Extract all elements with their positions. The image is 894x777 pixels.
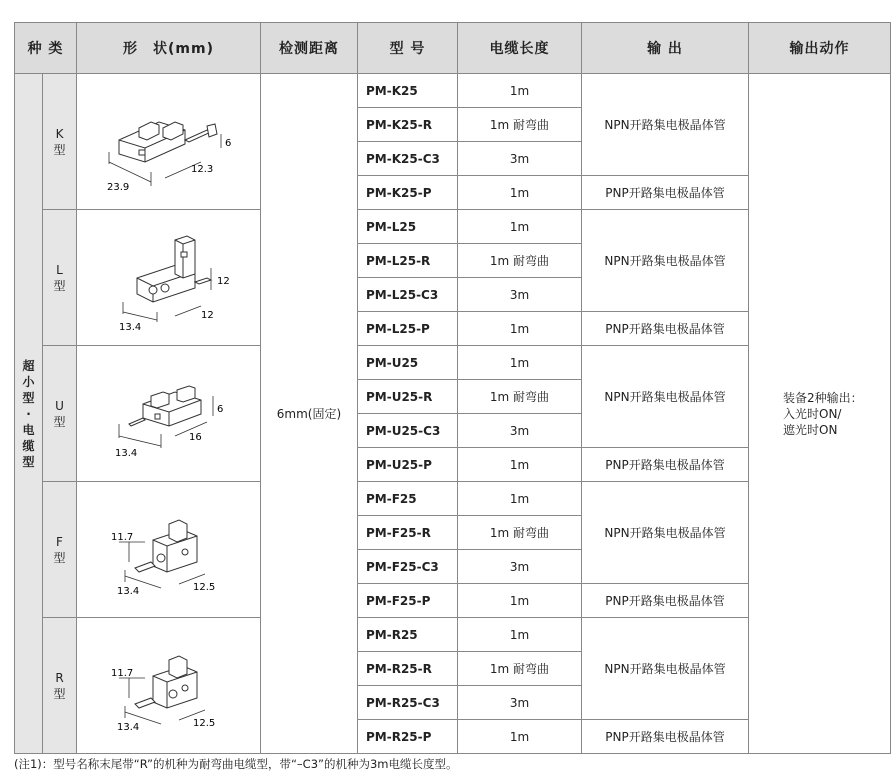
cable-cell: 1m [458, 618, 582, 652]
model-cell: PM-F25-R [358, 516, 458, 550]
type-letter: L [56, 262, 63, 277]
cable-cell: 3m [458, 278, 582, 312]
type-suffix: 型 [53, 278, 66, 293]
category-char: 缆 [22, 438, 35, 453]
model-cell: PM-K25-C3 [358, 142, 458, 176]
action-line: 遮光时ON [783, 422, 838, 437]
header-output: 输 出 [582, 23, 749, 74]
k-type-outline-drawing [89, 82, 249, 202]
cable-cell: 3m [458, 550, 582, 584]
header-kind: 种 类 [15, 23, 77, 74]
model-cell: PM-U25-R [358, 380, 458, 414]
output-npn-cell: NPN开路集电极晶体管 [582, 482, 749, 584]
category-char: 电 [22, 422, 35, 437]
model-cell: PM-F25-P [358, 584, 458, 618]
cable-cell: 1m [458, 482, 582, 516]
action-line: 装备2种输出： [783, 390, 863, 405]
model-cell: PM-U25 [358, 346, 458, 380]
cable-cell: 1m [458, 74, 582, 108]
output-pnp-cell: PNP开路集电极晶体管 [582, 312, 749, 346]
dim-width: 13.4 [116, 721, 139, 733]
output-pnp-cell: PNP开路集电极晶体管 [582, 176, 749, 210]
shape-drawing-cell [77, 74, 261, 210]
type-letter: R [55, 670, 64, 685]
l-type-outline-drawing [89, 218, 249, 338]
type-letter: F [56, 534, 63, 549]
table-body [15, 74, 891, 754]
type-cell [43, 482, 77, 618]
shape-drawing-cell [77, 618, 261, 754]
cable-cell: 1m [458, 346, 582, 380]
model-cell: PM-L25-C3 [358, 278, 458, 312]
category-cell [15, 74, 43, 754]
distance-cell: 6mm(固定) [261, 74, 358, 754]
category-char: 型 [22, 454, 35, 469]
dim-depth: 12.5 [192, 581, 215, 593]
output-npn-cell: NPN开路集电极晶体管 [582, 210, 749, 312]
category-char: 型 [22, 390, 35, 405]
model-cell: PM-L25-P [358, 312, 458, 346]
model-cell: PM-F25 [358, 482, 458, 516]
type-suffix: 型 [53, 142, 66, 157]
header-cable: 电缆长度 [458, 23, 582, 74]
model-cell: PM-R25-C3 [358, 686, 458, 720]
dim-height: 11.7 [110, 667, 133, 679]
action-line: 入光时ON/ [783, 406, 842, 421]
type-cell [43, 618, 77, 754]
type-letter: K [55, 126, 64, 141]
output-npn-cell: NPN开路集电极晶体管 [582, 74, 749, 176]
type-cell [43, 210, 77, 346]
model-cell: PM-L25 [358, 210, 458, 244]
dim-depth: 12.3 [190, 163, 213, 175]
header-row [15, 23, 891, 74]
output-npn-cell: NPN开路集电极晶体管 [582, 618, 749, 720]
model-cell: PM-K25 [358, 74, 458, 108]
dim-depth: 12 [200, 309, 214, 321]
u-type-outline-drawing [89, 354, 249, 474]
category-char: · [26, 406, 31, 421]
header-model: 型 号 [358, 23, 458, 74]
f-type-outline-drawing [89, 490, 249, 610]
r-type-outline-drawing [89, 626, 249, 746]
type-cell [43, 74, 77, 210]
cable-cell: 1m [458, 448, 582, 482]
dim-width: 13.4 [118, 321, 141, 333]
type-cell [43, 346, 77, 482]
spec-table [14, 22, 891, 754]
footnote: (注1)：型号名称末尾带“R”的机种为耐弯曲电缆型，带“–C3”的机种为3m电缆长度型。 [14, 757, 458, 771]
table-row [15, 74, 891, 108]
dim-height: 6 [224, 137, 231, 149]
model-cell: PM-R25 [358, 618, 458, 652]
model-cell: PM-R25-R [358, 652, 458, 686]
output-pnp-cell: PNP开路集电极晶体管 [582, 584, 749, 618]
shape-drawing-cell [77, 482, 261, 618]
category-char: 小 [22, 374, 35, 389]
model-cell: PM-U25-P [358, 448, 458, 482]
cable-cell: 1m 耐弯曲 [458, 244, 582, 278]
cable-cell: 1m 耐弯曲 [458, 652, 582, 686]
model-cell: PM-F25-C3 [358, 550, 458, 584]
dim-depth: 16 [188, 431, 202, 443]
shape-drawing-cell [77, 210, 261, 346]
type-suffix: 型 [53, 550, 66, 565]
output-npn-cell: NPN开路集电极晶体管 [582, 346, 749, 448]
shape-drawing-cell [77, 346, 261, 482]
model-cell: PM-U25-C3 [358, 414, 458, 448]
dim-width: 13.4 [116, 585, 139, 597]
category-char: 超 [22, 358, 35, 373]
output-pnp-cell: PNP开路集电极晶体管 [582, 448, 749, 482]
cable-cell: 1m 耐弯曲 [458, 380, 582, 414]
model-cell: PM-R25-P [358, 720, 458, 754]
cable-cell: 1m [458, 312, 582, 346]
dim-height: 12 [216, 275, 230, 287]
header-distance: 检测距离 [261, 23, 358, 74]
cable-cell: 1m [458, 584, 582, 618]
model-cell: PM-K25-P [358, 176, 458, 210]
dim-height: 11.7 [110, 531, 133, 543]
cable-cell: 3m [458, 414, 582, 448]
cable-cell: 1m [458, 720, 582, 754]
cable-cell: 1m 耐弯曲 [458, 108, 582, 142]
header-shape: 形 状(mm) [77, 23, 261, 74]
type-suffix: 型 [53, 686, 66, 701]
output-pnp-cell: PNP开路集电极晶体管 [582, 720, 749, 754]
cable-cell: 3m [458, 142, 582, 176]
cable-cell: 1m [458, 176, 582, 210]
action-cell [749, 74, 891, 754]
cable-cell: 1m [458, 210, 582, 244]
type-letter: U [55, 398, 64, 413]
header-action: 输出动作 [749, 23, 891, 74]
dim-height: 6 [216, 403, 223, 415]
dim-depth: 12.5 [192, 717, 215, 729]
model-cell: PM-L25-R [358, 244, 458, 278]
model-cell: PM-K25-R [358, 108, 458, 142]
dim-width: 23.9 [106, 181, 129, 193]
dim-width: 13.4 [114, 447, 137, 459]
cable-cell: 1m 耐弯曲 [458, 516, 582, 550]
type-suffix: 型 [53, 414, 66, 429]
cable-cell: 3m [458, 686, 582, 720]
